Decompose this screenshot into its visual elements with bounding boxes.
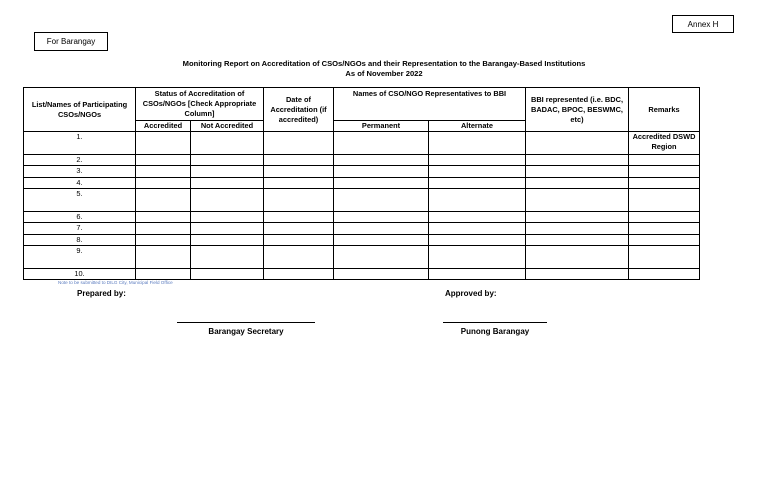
col-header-representatives: Names of CSO/NGO Representatives to BBI [334, 88, 526, 121]
annex-label: Annex H [672, 15, 734, 33]
table-row [24, 189, 700, 212]
table-row [24, 178, 700, 189]
row-number: 7. [24, 223, 136, 235]
submission-note: Note to be submitted to DILG City, Municipal Field Office [58, 280, 173, 285]
for-barangay-label: For Barangay [34, 32, 108, 51]
monitoring-table [23, 87, 700, 280]
col-header-bbi: BBI represented (i.e. BDC, BADAC, BPOC, BESWMC, etc) [526, 88, 629, 132]
approved-by-label: Approved by: [445, 289, 497, 298]
prepared-by-label: Prepared by: [77, 289, 126, 298]
col-header-status: Status of Accreditation of CSOs/NGOs [Check Appropriate Column] [136, 88, 264, 121]
table-row [24, 235, 700, 246]
signature-line-left [177, 322, 315, 323]
signatory-barangay-secretary: Barangay Secretary [208, 327, 284, 336]
row-remarks: Accredited DSWD Region [629, 132, 700, 155]
table-row [24, 246, 700, 269]
table-row [24, 269, 700, 280]
col-header-alternate: Alternate [429, 121, 526, 132]
signatory-punong-barangay: Punong Barangay [460, 327, 530, 336]
report-date: As of November 2022 [345, 69, 423, 78]
row-number: 10. [24, 269, 136, 280]
table-row [24, 223, 700, 235]
row-number: 4. [24, 178, 136, 189]
col-header-list: List/Names of Participating CSOs/NGOs [24, 88, 136, 132]
row-number: 3. [24, 166, 136, 178]
col-header-accredited: Accredited [136, 121, 191, 132]
table-row [24, 155, 700, 166]
row-number: 5. [24, 189, 136, 212]
report-title: Monitoring Report on Accreditation of CSOs/NGOs and their Representation to the Barangay-Based Institutions [182, 59, 586, 68]
row-number: 2. [24, 155, 136, 166]
table-row [24, 212, 700, 223]
col-header-permanent: Permanent [334, 121, 429, 132]
row-number: 6. [24, 212, 136, 223]
row-number: 9. [24, 246, 136, 269]
col-header-not-accredited: Not Accredited [191, 121, 264, 132]
table-row [24, 132, 700, 155]
row-number: 8. [24, 235, 136, 246]
col-header-remarks: Remarks [629, 88, 700, 132]
signature-line-right [443, 322, 547, 323]
col-header-date: Date of Accreditation (if accredited) [264, 88, 334, 132]
table-row [24, 166, 700, 178]
row-number: 1. [24, 132, 136, 155]
